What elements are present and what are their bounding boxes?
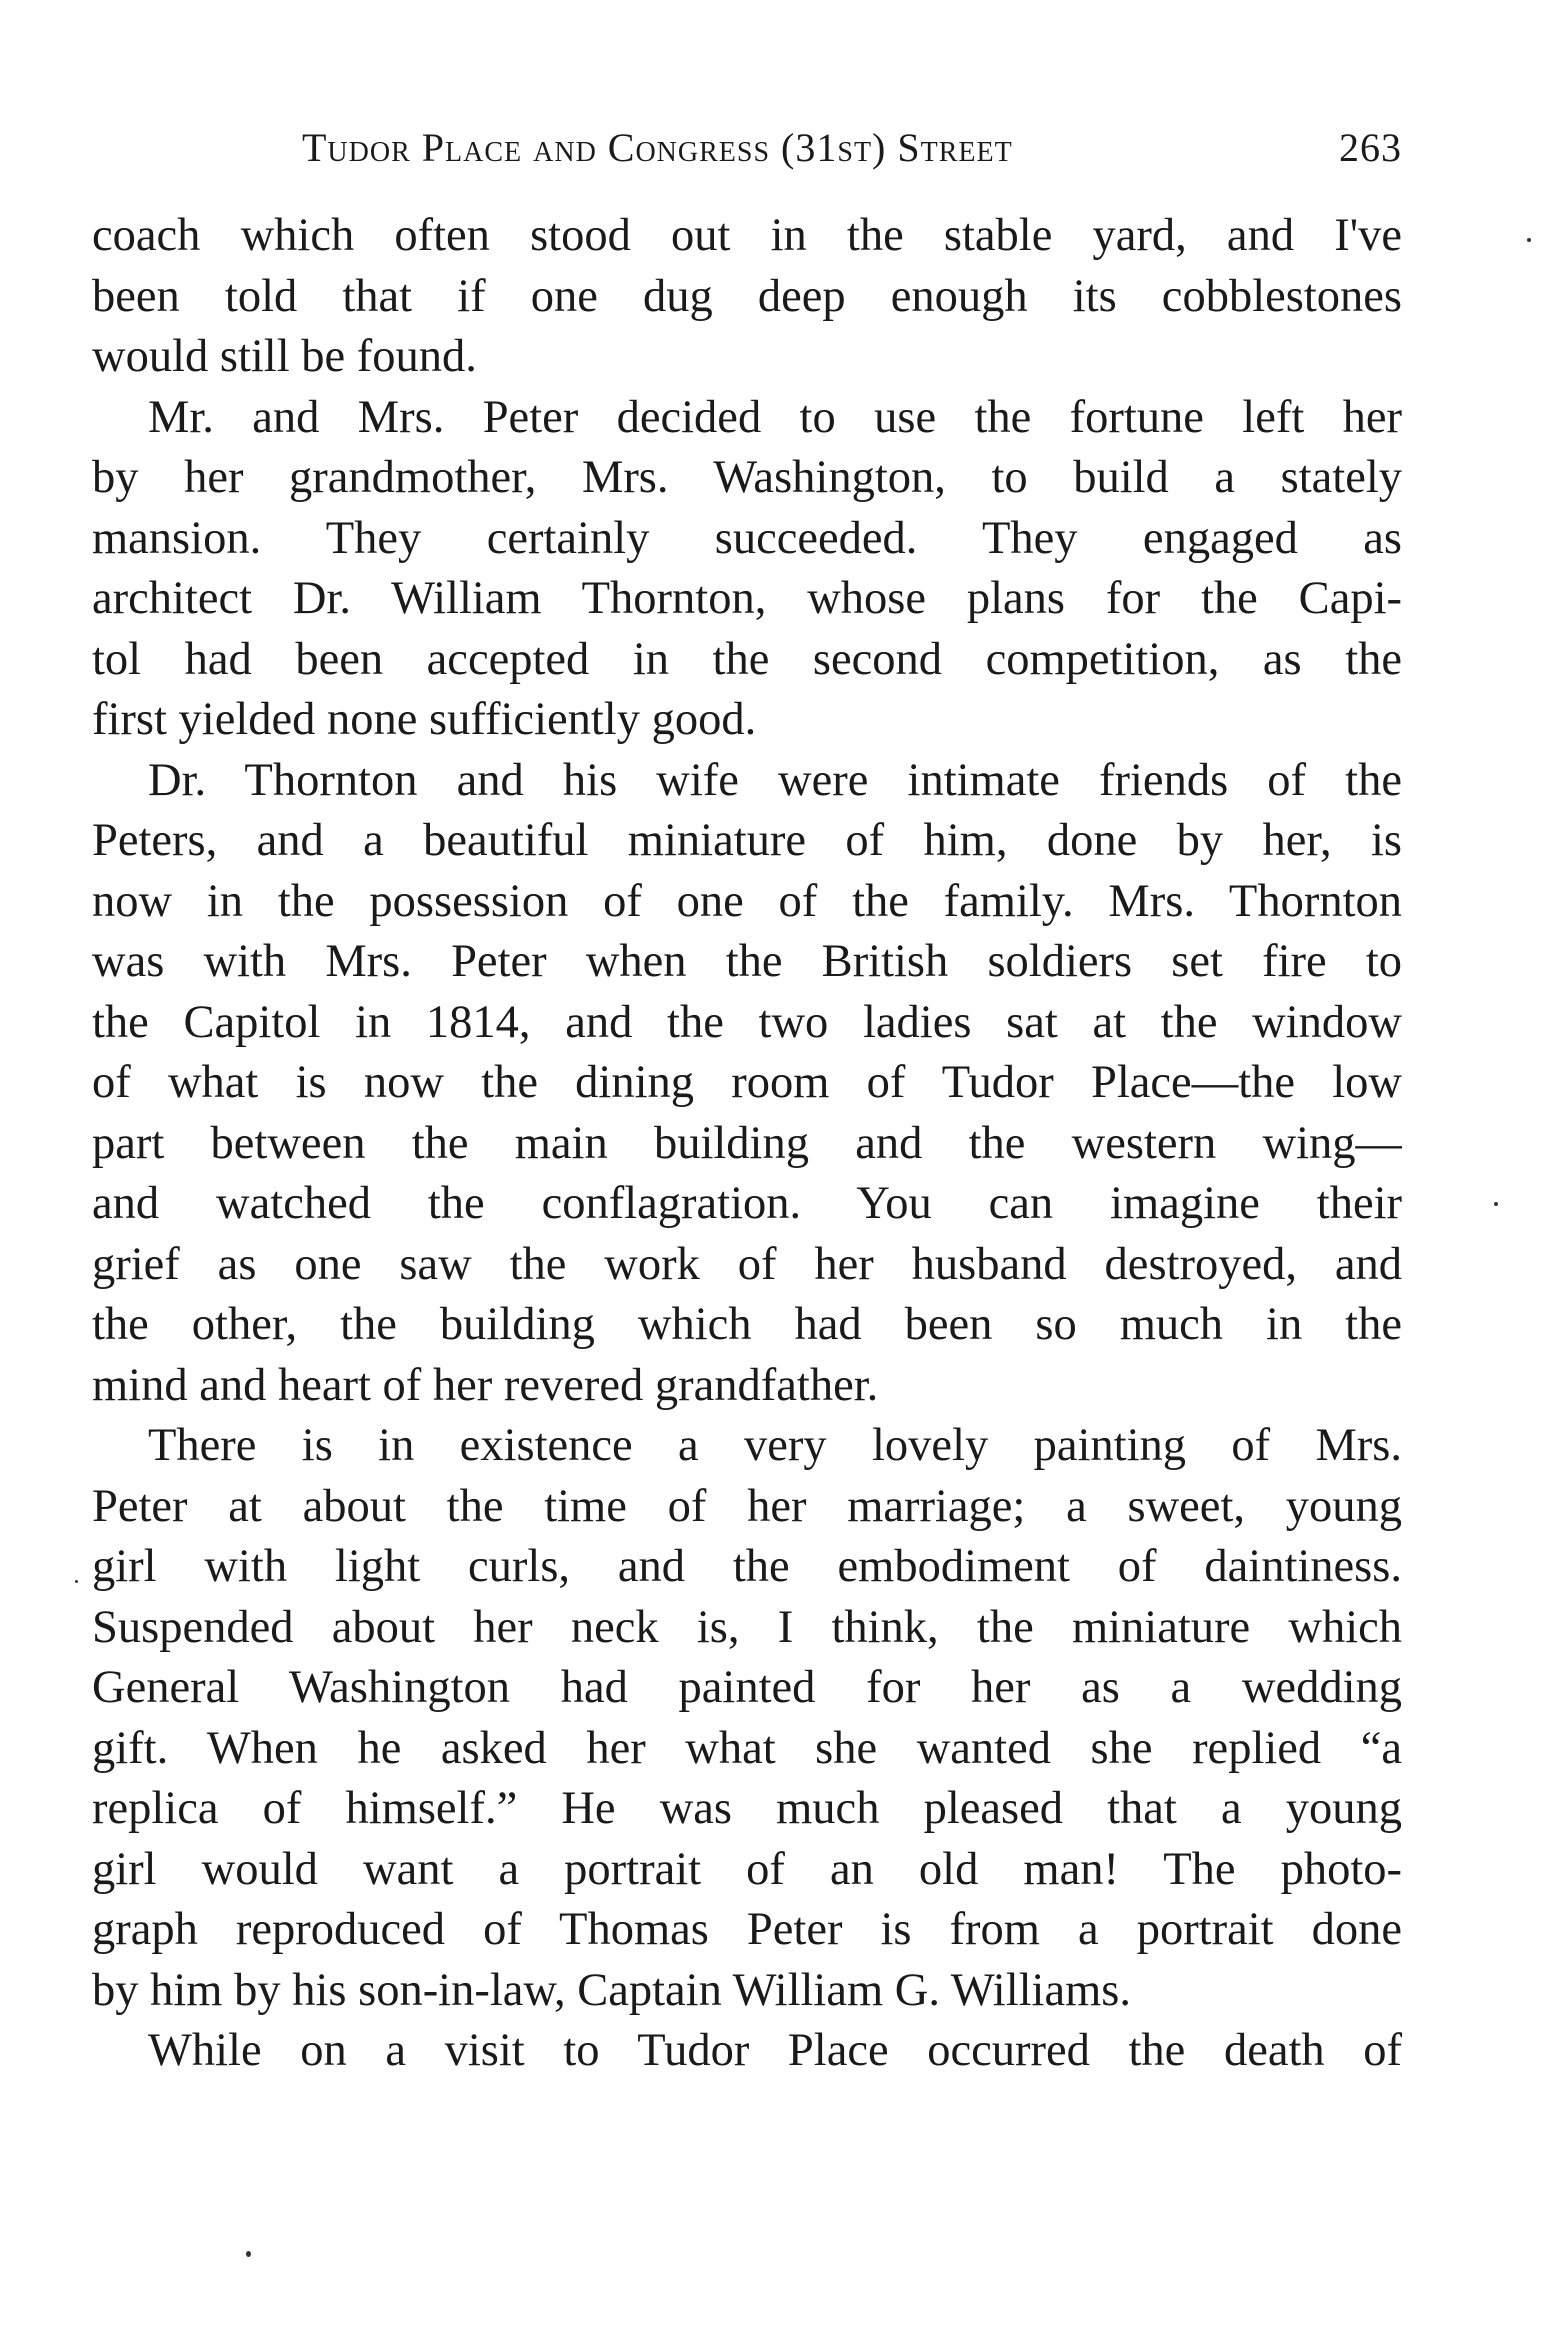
text-line: part between the main building and the western wing— [92,1117,1402,1169]
text-line: General Washington had painted for her as a wedding [92,1662,1402,1713]
page-number: 263 [1339,125,1402,170]
text-line: girl would want a portrait of an old man! The photo- [92,1843,1402,1895]
text-line: architect Dr. William Thornton, whose plans for the Capi- [92,573,1402,624]
text-line: gift. When he asked her what she wanted she replied “a [92,1722,1402,1774]
text-line: of what is now the dining room of Tudor Place—the low [92,1057,1402,1108]
paragraph [92,206,1402,388]
text-line: tol had been accepted in the second competition, as the [92,633,1402,685]
text-line: replica of himself.” He was much pleased that a young [92,1783,1402,1834]
text-line: Dr. Thornton and his wife were intimate friends of the [148,754,1402,806]
text-line: There is in existence a very lovely painting of Mrs. [148,1420,1402,1471]
text-line: graph reproduced of Thomas Peter is from a portrait done [92,1904,1402,1955]
paragraph [92,751,1402,1417]
text-line: Mr. and Mrs. Peter decided to use the fortune left her [148,391,1402,443]
paragraph [92,1416,1402,2021]
paragraph [92,388,1402,751]
text-line: Peter at about the time of her marriage; a sweet, young [92,1480,1402,1532]
text-line: would still be found. [92,331,477,382]
scan-speck [1494,1202,1498,1206]
text-line: While on a visit to Tudor Place occurred the death of [148,2025,1402,2076]
running-title: Tudor Place and Congress (31st) Street [302,125,1013,170]
text-line: was with Mrs. Peter when the British soldiers set fire to [92,936,1402,987]
running-head [92,118,1402,178]
text-line: the other, the building which had been so much in the [92,1299,1402,1350]
text-line: by him by his son-in-law, Captain William G. Williams. [92,1964,1131,2016]
text-line: coach which often stood out in the stable yard, and I've [92,210,1402,261]
scan-speck [246,2251,251,2257]
text-line: mansion. They certainly succeeded. They engaged as [92,512,1402,564]
text-line: Peters, and a beautiful miniature of him, done by her, is [92,815,1402,866]
text-line: by her grandmother, Mrs. Washington, to build a stately [92,452,1402,503]
text-line: first yielded none sufficiently good. [92,694,757,745]
text-line: girl with light curls, and the embodiment of daintiness. [92,1541,1402,1592]
text-line: mind and heart of her revered grandfather. [92,1359,879,1411]
text-line: been told that if one dug deep enough its cobblestones [92,270,1402,322]
text-line: Suspended about her neck is, I think, the miniature which [92,1601,1402,1653]
text-line: now in the possession of one of the family. Mrs. Thornton [92,875,1402,927]
paragraph [92,2021,1402,2082]
text-line: the Capitol in 1814, and the two ladies sat at the window [92,996,1402,1048]
scan-speck [75,1580,78,1583]
text-line: grief as one saw the work of her husband destroyed, and [92,1238,1402,1290]
text-line: and watched the conflagration. You can imagine their [92,1178,1402,1229]
body-text [92,206,1402,2082]
scan-speck [1527,238,1531,242]
